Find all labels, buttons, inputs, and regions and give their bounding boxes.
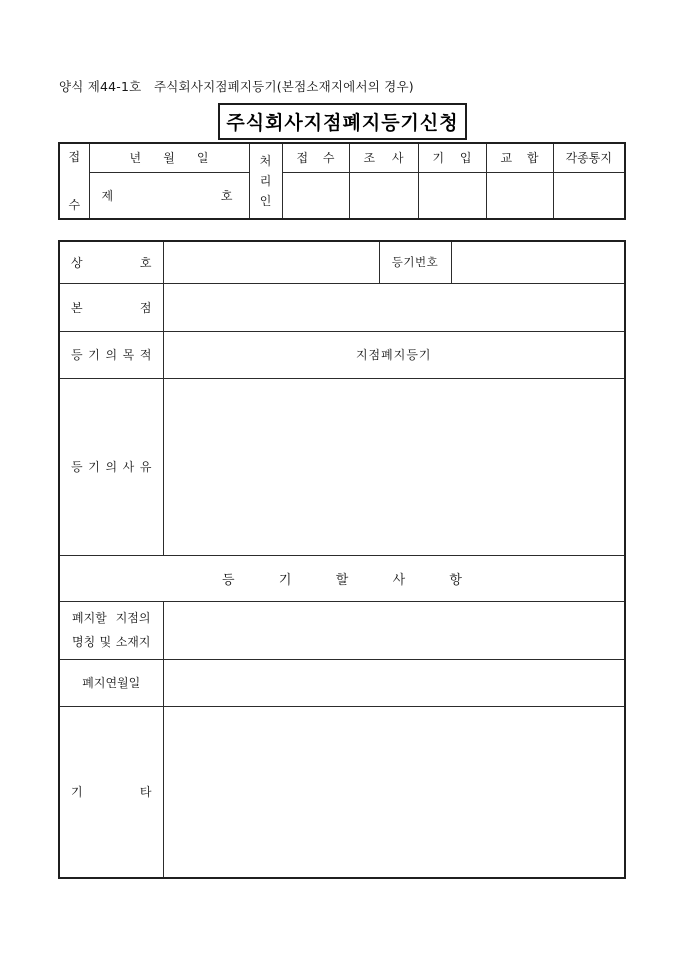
step-label-check: 교 합 xyxy=(486,143,553,172)
registration-number-value xyxy=(451,241,625,283)
registration-reason-value xyxy=(163,378,625,555)
step-label-receipt: 접 수 xyxy=(282,143,349,172)
reason-row xyxy=(59,378,625,555)
matters-to-register-header: 등 기 할 사 항 xyxy=(59,555,625,601)
step-cell-check xyxy=(486,172,553,219)
handler-char-1: 처 xyxy=(259,154,272,168)
closure-date-row xyxy=(59,659,625,706)
misc-value xyxy=(163,706,625,878)
misc-label: 기 타 xyxy=(59,706,163,878)
receipt-date-label: 년 월 일 xyxy=(89,143,249,172)
step-label-notices: 각종통지 xyxy=(553,143,625,172)
company-name-value xyxy=(163,241,379,283)
registration-purpose-label: 등 기 의 목 적 xyxy=(59,331,163,378)
branch-label-line2: 명칭 및 소재지 xyxy=(72,635,151,649)
registration-purpose-value: 지점폐지등기 xyxy=(163,331,625,378)
receipt-processing-table xyxy=(58,142,626,220)
step-cell-receipt xyxy=(282,172,349,219)
step-label-entry: 기 입 xyxy=(418,143,486,172)
step-cell-entry xyxy=(418,172,486,219)
receipt-vertical-label xyxy=(59,143,89,219)
handler-char-3: 인 xyxy=(259,194,272,208)
handler-char-2: 리 xyxy=(259,174,272,188)
step-cell-notices xyxy=(553,172,625,219)
receipt-char-1: 접 xyxy=(68,150,81,164)
form-title: 주식회사지점폐지등기신청 xyxy=(226,112,459,134)
handler-vertical-label xyxy=(249,143,282,219)
closure-date-value xyxy=(163,659,625,706)
company-row xyxy=(59,241,625,283)
form-number-note: 양식 제44-1호 주식회사지점폐지등기(본점소재지에서의 경우) xyxy=(59,79,414,94)
head-office-row xyxy=(59,283,625,331)
receipt-number-label: 제 호 xyxy=(89,172,249,219)
registration-number-label: 등기번호 xyxy=(379,241,451,283)
application-table xyxy=(58,240,626,879)
company-name-label: 상 호 xyxy=(59,241,163,283)
matters-header-row xyxy=(59,555,625,601)
head-office-value xyxy=(163,283,625,331)
head-office-label: 본 점 xyxy=(59,283,163,331)
purpose-row xyxy=(59,331,625,378)
branch-label-line1: 폐지할 지점의 xyxy=(72,611,151,625)
receipt-char-2: 수 xyxy=(68,198,81,212)
misc-row xyxy=(59,706,625,878)
registration-reason-label: 등 기 의 사 유 xyxy=(59,378,163,555)
branch-to-close-value xyxy=(163,601,625,659)
step-cell-review xyxy=(349,172,418,219)
form-title-box xyxy=(218,103,467,140)
closure-date-label: 폐지연월일 xyxy=(59,659,163,706)
branch-to-close-label xyxy=(59,601,163,659)
step-label-review: 조 사 xyxy=(349,143,418,172)
branch-row xyxy=(59,601,625,659)
